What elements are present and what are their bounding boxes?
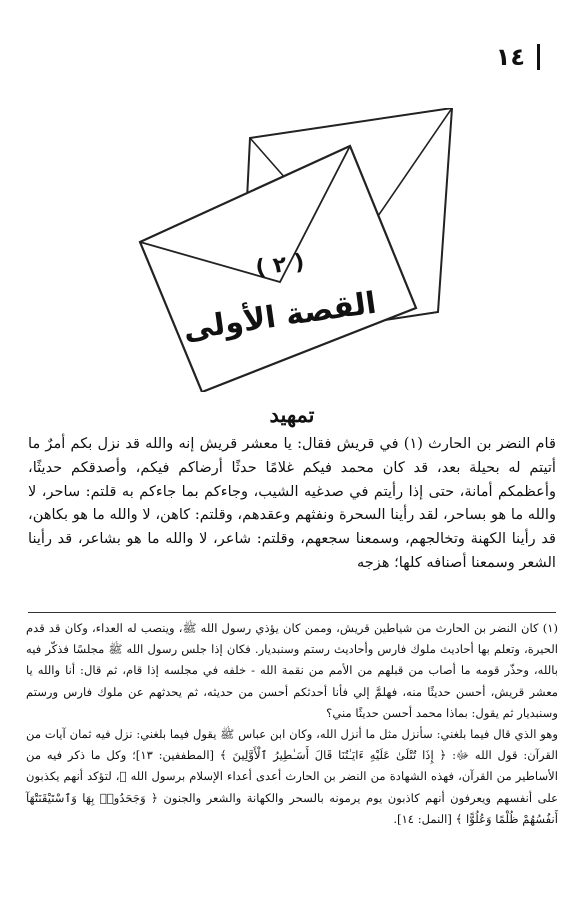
page-number-text: ١٤ [495, 43, 525, 71]
footnote-paragraph: (١) كان النضر بن الحارث من شياطين قريش، وممن كان يؤذي رسول الله ﷺ، وينصب له العداء، وكان قد قدم الحيرة، وتعلم بها أحاديث ملوك فارس وأحاديث رستم وسنبديار. فكان إذا جلس رسول الله ﷺ مجلسًا فذكّر فيه بالله، وحذّر قومه ما أصاب من قبلهم من الأمم من نقمة الله - خلفه في مجلسه إذا قام، ثم قال: أنا والله يا معشر قريش، أحسن حديثًا منه، فهلمَّ إلي فأنا أحدثكم أحسن من حديثه، ثم يحدثهم عن ملوك فارس ورستم وسنبديار ثم يقول: بماذا محمد أحسن حديثًا مني؟ [26, 621, 558, 720]
main-text [28, 432, 556, 575]
footnotes [26, 618, 558, 830]
chapter-title: القصة الأولى [181, 285, 379, 348]
envelope-illustration [130, 108, 460, 392]
chapter-number: ( ٢ ) [253, 249, 306, 282]
footnote-divider [28, 612, 556, 613]
section-heading: تمهيد [269, 402, 315, 427]
footnote-paragraph: وهو الذي قال فيما بلغني: سأنزل مثل ما أنزل الله، وكان ابن عباس ﷺ يقول فيما بلغني: نزل فيه ثمان آيات من القرآن: قول الله ﷻ: ﴿ إِذَا تُتْلَىٰ عَلَيْهِ ءَايَـٰتُنَا قَالَ أَسَـٰطِيرُ ٱلْأَوَّلِينَ ﴾ [المطففين: ١٣]؛ وكل ما ذكر فيه من الأساطير من القرآن، فهذه الشهادة من النضر بن الحارث أعدى أعداء الإسلام برسول الله ﷺ، لتؤكد أنهم يكذبون على أنفسهم ويعرفون أنهم كاذبون يوم يرمونه بالسحر والكهانة والشعر والجنون ﴿ وَجَحَدُوا۟ بِهَا وَٱسْتَيْقَنَتْهَآ أَنفُسُهُمْ ظُلْمًا وَعُلُوًّا ﴾ [النمل: ١٤]. [26, 727, 558, 826]
main-paragraph: قام النضر بن الحارث (١) في قريش فقال: يا معشر قريش إنه والله قد نزل بكم أمرٌ ما أتيتم له بحيلة بعد، قد كان محمد فيكم غلامًا حدثًا أرضاكم فيكم، وأصدقكم حديثًا، وأعظمكم أمانة، حتى إذا رأيتم في صدغيه الشيب، وجاءكم بما جاءكم به قلتم: ساحر، لا والله ما هو بساحر، لقد رأينا السحرة ونفثهم وعقدهم، وقلتم: كاهن، لا والله ما هو بكاهن، قد رأينا الكهنة وتخالجهم، وسمعنا سجعهم، وقلتم: شاعر، لا والله ما هو بشاعر، قد رأينا الشعر وسمعنا أصنافه كلها؛ هزجه [28, 435, 556, 571]
page-number [496, 44, 540, 70]
